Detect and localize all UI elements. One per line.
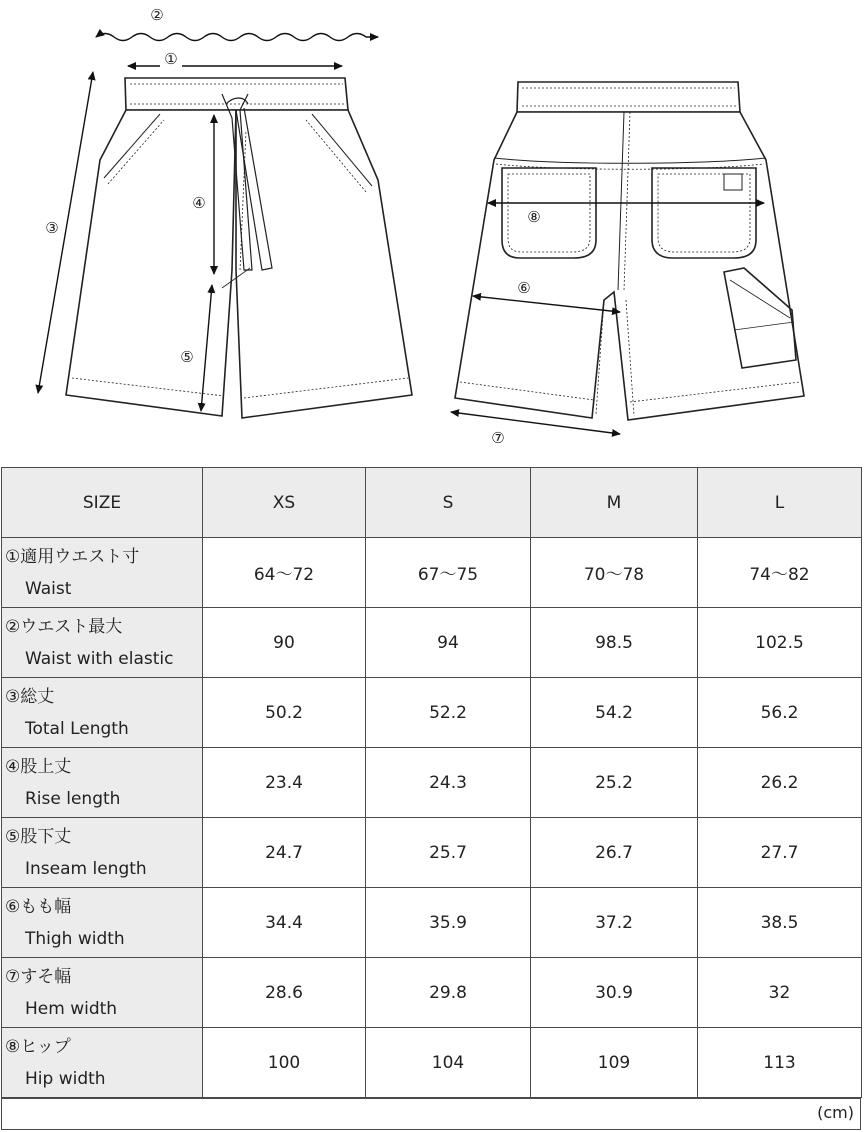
unit-note: (cm) xyxy=(1,1098,861,1130)
front-view-shorts xyxy=(66,78,412,418)
measurement-label-en: Hip width xyxy=(25,1068,106,1089)
measurement-value-cell: 29.8 xyxy=(366,958,531,1028)
measurement-label-cell xyxy=(2,958,203,1028)
measurement-value-cell: 25.2 xyxy=(531,748,698,818)
measurement-label-en: Hem width xyxy=(25,998,118,1019)
table-row xyxy=(2,818,862,888)
table-row xyxy=(2,888,862,958)
measurement-value-cell: 34.4 xyxy=(203,888,366,958)
measurement-label-en: Rise length xyxy=(25,788,121,809)
measurement-value-cell: 64〜72 xyxy=(203,538,366,608)
measurement-label-jp: ③総丈 xyxy=(5,686,55,707)
measurement-label-jp: ④股上丈 xyxy=(5,756,72,777)
measurement-label-cell xyxy=(2,1028,203,1098)
measurement-label-jp: ⑧ヒップ xyxy=(5,1036,71,1057)
measurement-value-cell: 26.2 xyxy=(698,748,862,818)
size-header-s: S xyxy=(366,468,531,538)
measurement-value-cell: 102.5 xyxy=(698,608,862,678)
measurement-label-jp: ⑤股下丈 xyxy=(5,826,72,847)
table-row xyxy=(2,608,862,678)
measurement-value-cell: 54.2 xyxy=(531,678,698,748)
measurement-value-cell: 35.9 xyxy=(366,888,531,958)
table-row xyxy=(2,1028,862,1098)
measurement-value-cell: 67〜75 xyxy=(366,538,531,608)
measurement-value-cell: 70〜78 xyxy=(531,538,698,608)
table-body xyxy=(2,538,862,1098)
table-header-row xyxy=(2,468,862,538)
measurement-label-jp: ⑦すそ幅 xyxy=(5,966,72,987)
table-row xyxy=(2,958,862,1028)
measurement-label-cell xyxy=(2,818,203,888)
measurement-value-cell: 113 xyxy=(698,1028,862,1098)
measurement-label-en: Total Length xyxy=(25,718,129,739)
measurement-label-en: Waist with elastic xyxy=(25,648,174,669)
measurement-value-cell: 24.3 xyxy=(366,748,531,818)
callout-4: ④ xyxy=(192,194,206,212)
measurement-value-cell: 52.2 xyxy=(366,678,531,748)
size-header-xs: XS xyxy=(203,468,366,538)
measurement-value-cell: 104 xyxy=(366,1028,531,1098)
callout-6: ⑥ xyxy=(517,279,531,297)
shorts-measurement-illustration xyxy=(0,0,864,466)
measurement-value-cell: 23.4 xyxy=(203,748,366,818)
measurement-value-cell: 38.5 xyxy=(698,888,862,958)
measurement-label-cell xyxy=(2,678,203,748)
measurement-label-cell xyxy=(2,748,203,818)
table-row xyxy=(2,748,862,818)
measurement-label-jp: ②ウエスト最大 xyxy=(5,616,123,637)
measurement-value-cell: 74〜82 xyxy=(698,538,862,608)
measurement-value-cell: 24.7 xyxy=(203,818,366,888)
measurement-value-cell: 56.2 xyxy=(698,678,862,748)
measurement-value-cell: 30.9 xyxy=(531,958,698,1028)
size-header-m: M xyxy=(531,468,698,538)
shorts-diagram xyxy=(0,0,864,466)
size-header-label: SIZE xyxy=(2,468,203,538)
measurement-label-cell xyxy=(2,538,203,608)
callout-8: ⑧ xyxy=(527,208,541,226)
measurement-label-cell xyxy=(2,608,203,678)
measurement-value-cell: 90 xyxy=(203,608,366,678)
measurement-value-cell: 50.2 xyxy=(203,678,366,748)
size-header-l: L xyxy=(698,468,862,538)
callout-1: ① xyxy=(164,50,178,68)
measurement-value-cell: 27.7 xyxy=(698,818,862,888)
back-view-shorts xyxy=(455,82,804,420)
measurement-label-en: Thigh width xyxy=(25,928,125,949)
measurement-value-cell: 98.5 xyxy=(531,608,698,678)
callout-2: ② xyxy=(150,6,164,24)
measurement-label-cell xyxy=(2,888,203,958)
measurement-value-cell: 94 xyxy=(366,608,531,678)
callout-3: ③ xyxy=(45,219,59,237)
size-chart-table xyxy=(1,467,862,1098)
table-row xyxy=(2,678,862,748)
measurement-value-cell: 26.7 xyxy=(531,818,698,888)
measurement-value-cell: 28.6 xyxy=(203,958,366,1028)
callout-7: ⑦ xyxy=(491,429,505,447)
measurement-label-en: Waist xyxy=(25,578,72,599)
measurement-value-cell: 109 xyxy=(531,1028,698,1098)
measurement-label-en: Inseam length xyxy=(25,858,147,879)
measurement-value-cell: 32 xyxy=(698,958,862,1028)
table-row xyxy=(2,538,862,608)
measurement-value-cell: 25.7 xyxy=(366,818,531,888)
measurement-value-cell: 100 xyxy=(203,1028,366,1098)
measurement-label-jp: ①適用ウエスト寸 xyxy=(5,546,140,567)
measurement-value-cell: 37.2 xyxy=(531,888,698,958)
callout-5: ⑤ xyxy=(180,348,194,366)
measurement-label-jp: ⑥もも幅 xyxy=(5,896,72,917)
